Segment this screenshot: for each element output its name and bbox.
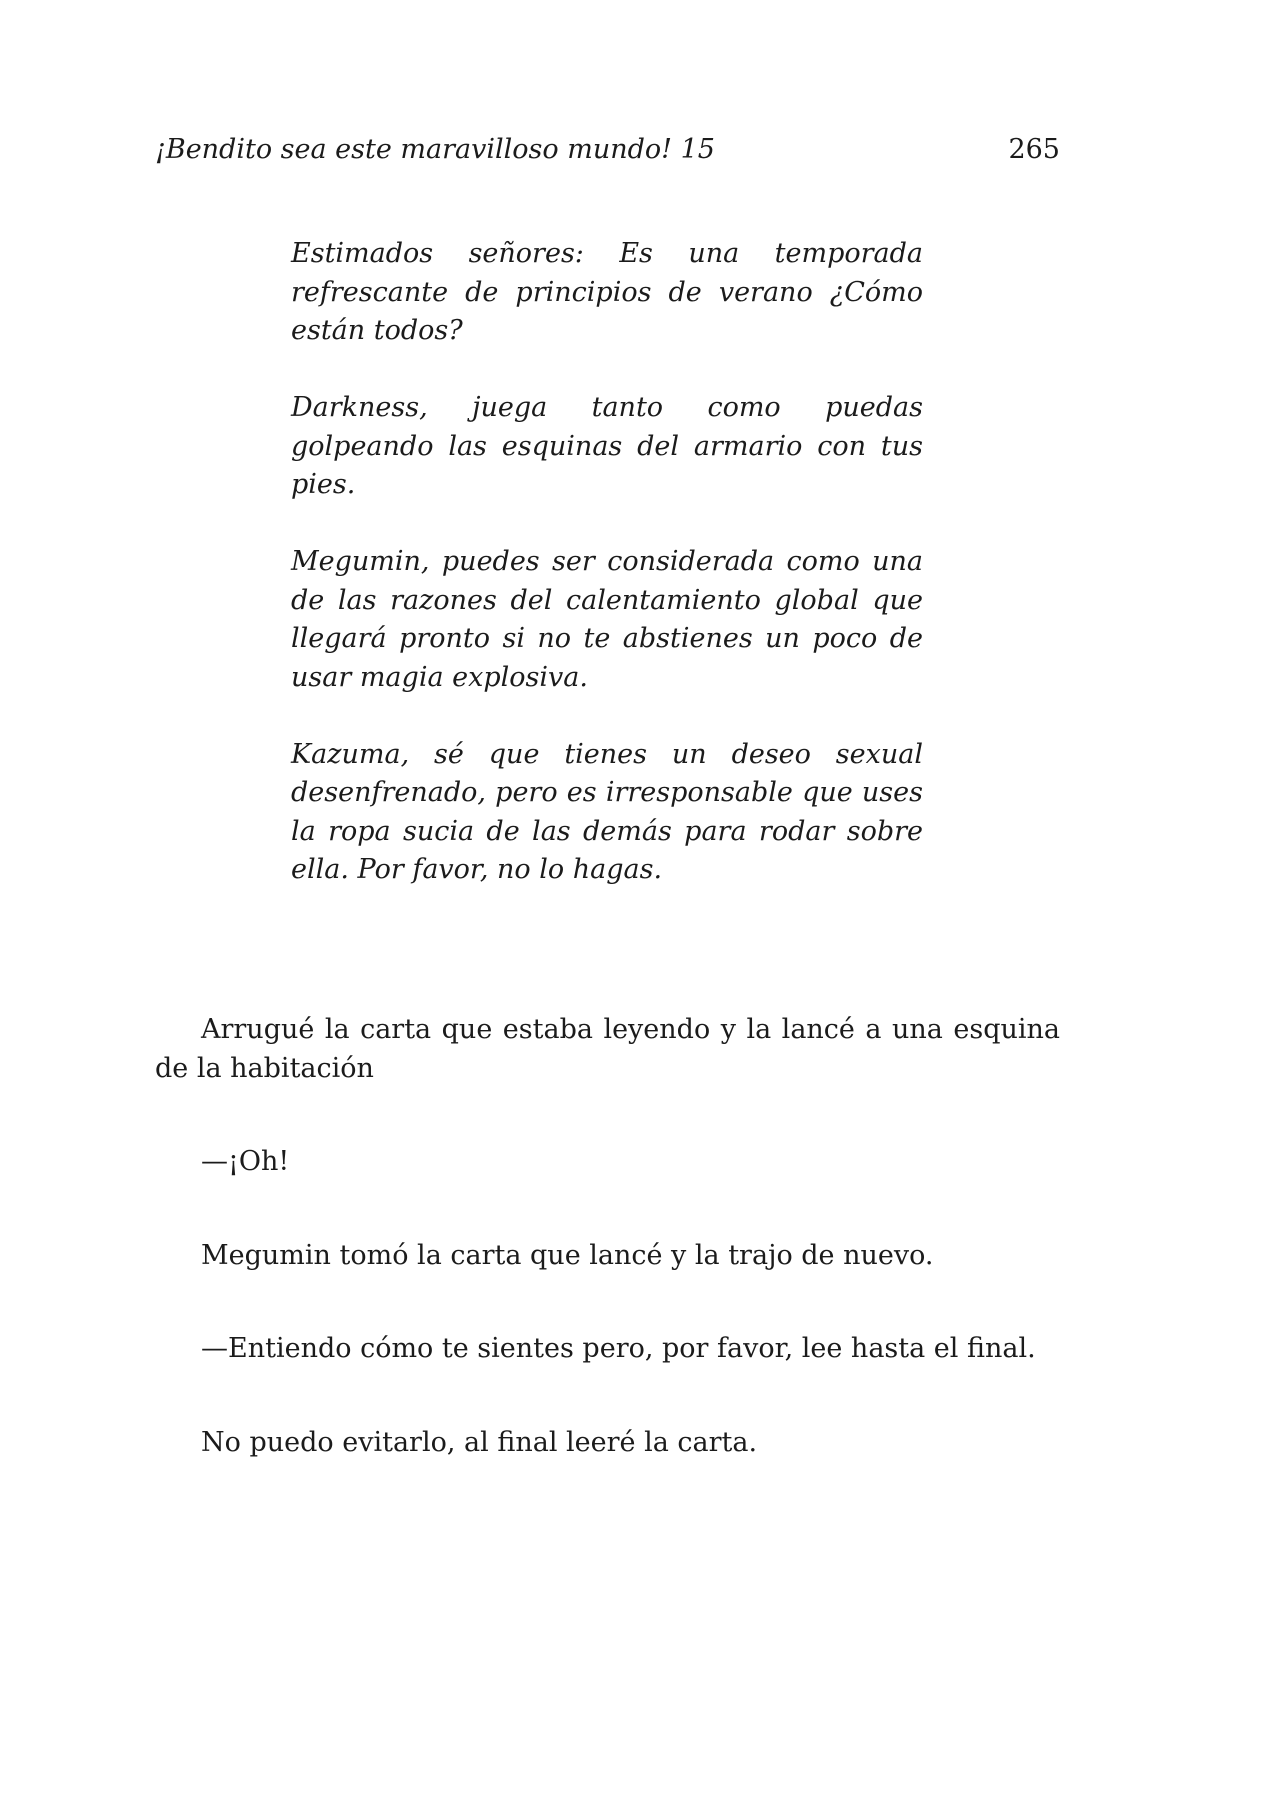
- page-number: 265: [1008, 134, 1060, 165]
- letter-paragraph: Estimados señores: Es una temporada refrescante de principios de verano ¿Cómo están todos?: [291, 238, 923, 346]
- letter-block: [291, 235, 923, 890]
- letter-paragraph: Darkness, juega tanto como puedas golpeando las esquinas del armario con tus pies.: [291, 392, 923, 500]
- dialogue-line: —Entiendo cómo te sientes pero, por favor, lee hasta el final.: [201, 1333, 1036, 1364]
- narrative-paragraph: Megumin tomó la carta que lancé y la trajo de nuevo.: [201, 1239, 934, 1271]
- book-title: ¡Bendito sea este maravilloso mundo! 15: [155, 134, 715, 165]
- dialogue-line: —¡Oh!: [201, 1146, 290, 1177]
- letter-paragraph: Kazuma, sé que tienes un deseo sexual desenfrenado, pero es irresponsable que uses la ropa sucia de las demás para rodar sobre ella. Por favor, no lo hagas.: [291, 738, 923, 885]
- narrative-paragraph: Arrugué la carta que estaba leyendo y la lancé a una esquina de la habitación: [155, 1014, 1060, 1084]
- narrative-block: [155, 1011, 1060, 1517]
- running-header: [155, 128, 1060, 172]
- narrative-paragraph: No puedo evitarlo, al final leeré la carta.: [201, 1426, 758, 1458]
- letter-paragraph: Megumin, puedes ser considerada como una de las razones del calentamiento global que llegará pronto si no te abstienes un poco de usar magia explosiva.: [291, 546, 923, 693]
